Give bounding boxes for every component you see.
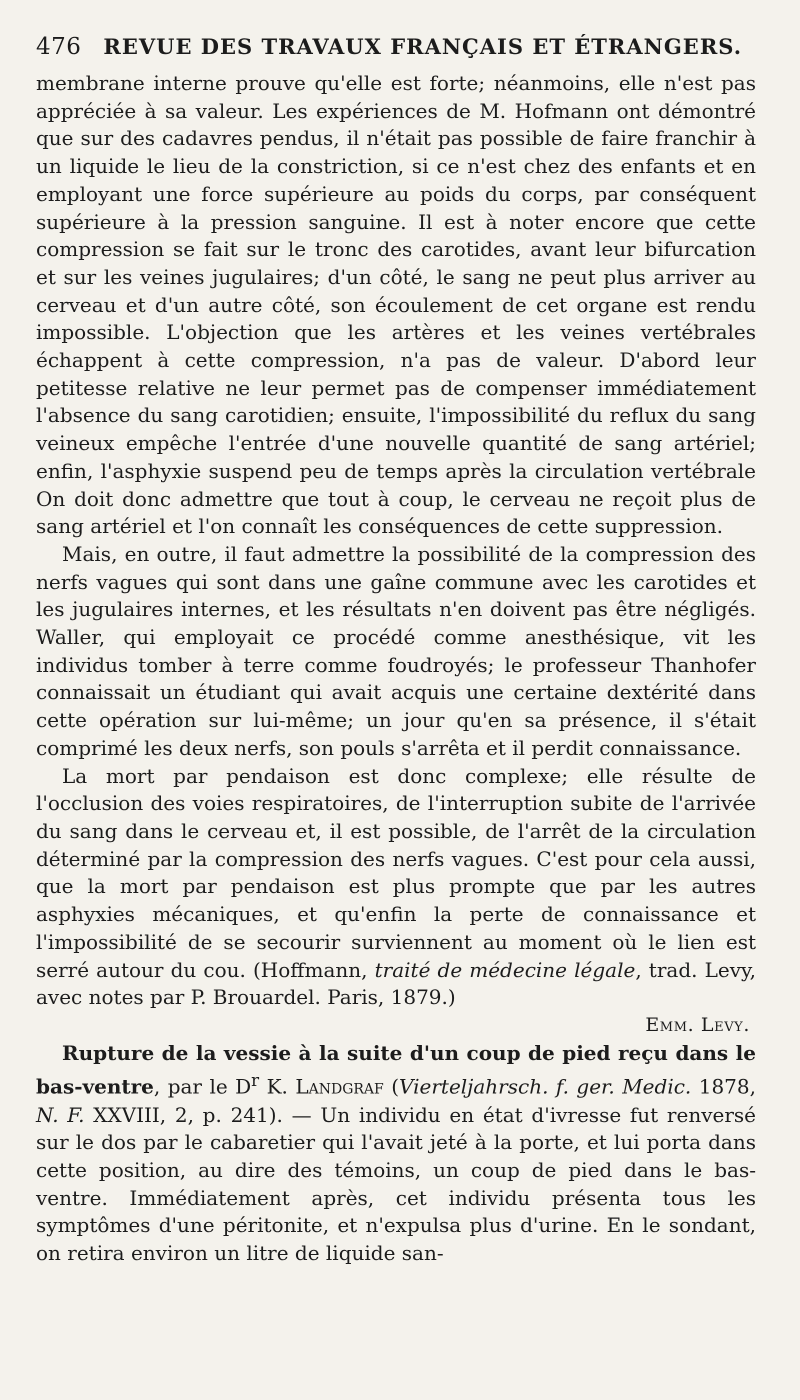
article-title: Rupture de la vessie à la suite d'un coup de pied reçu dans le bas-ventre — [36, 1040, 756, 1099]
cited-book-title: traité de médecine légale — [374, 957, 636, 982]
body-text — [36, 70, 756, 1268]
article-author: K. Landgraf — [266, 1074, 384, 1099]
running-header — [36, 34, 756, 60]
journal-reference: XXVIII, 2, p. 241). — — [84, 1102, 321, 1127]
byline-prefix: , par le D — [153, 1074, 252, 1099]
running-title: REVUE DES TRAVAUX FRANÇAIS ET ÉTRANGERS. — [103, 34, 742, 59]
article-bladder-rupture — [36, 1040, 756, 1268]
page-number: 476 — [36, 34, 82, 60]
byline-superscript: r — [251, 1071, 260, 1091]
journal-name: Vierteljahrsch. f. ger. Medic. — [399, 1074, 692, 1099]
article-body: Un individu en état d'ivresse fut renversé sur le dos par le cabaretier qui l'avait jeté à la porte, et lui porta dans cette position, au dire des témoins, un coup de pied dans le bas-ventre. Immédiatement après, cet individu présenta tous les symptômes d'une péritonite, et n'expulsa plus d'urine. En le sondant, on retira environ un litre de liquide san- — [36, 1102, 757, 1266]
paragraph-conclusion-text: La mort par pendaison est donc complexe; elle résulte de l'occlusion des voies respiratoires, de l'interruption subite de l'arrivée du sang dans le cerveau et, il est possible, de l'arrêt de la circulation déterminé par la compression des nerfs vagues. C'est pour cela aussi, que la mort par pendaison est plus prompte que par les autres asphyxies mécaniques, et qu'enfin la perte de connaissance et l'impossibilité de se secourir surviennent au moment où le lien est serré autour du cou. (Hoffmann, — [36, 763, 756, 982]
paren-open: ( — [383, 1074, 400, 1099]
paragraph-vagus-nerves: Mais, en outre, il faut admettre la possibilité de la compression des nerfs vagues qui sont dans une gaîne commune avec les carotides et les jugulaires internes, et les résultats n'en doivent pas être négligés. Waller, qui employait ce procédé comme anesthésique, vit les individus tomber à terre comme foudroyés; le professeur Thanhofer connaissait un étudiant qui avait acquis une certaine dextérité dans cette opération sur lui-même; un jour qu'en sa présence, il s'était comprimé les deux nerfs, son pouls s'arrêta et il perdit connaissance. — [36, 541, 756, 760]
paragraph-conclusion — [36, 763, 756, 1012]
author-signature: Emm. Levy. — [645, 1013, 750, 1036]
paragraph-continuation: membrane interne prouve qu'elle est forte; néanmoins, elle n'est pas appréciée à sa valeur. Les expériences de M. Hofmann ont démontré que sur des cadavres pendus, il n'était pas possible de faire franchir à un liquide le lieu de la constriction, si ce n'est chez des enfants et en employant une force supérieure au poids du corps, par conséquent supérieure à la pression sanguine. Il est à noter encore que cette compression se fait sur le tronc des carotides, avant leur bifurcation et sur les veines jugulaires; d'un côté, le sang ne peut plus arriver au cerveau et d'un autre côté, son écoulement de cet organe est rendu impossible. L'objection que les artères et les veines vertébrales échappent à cette compression, n'a pas de valeur. D'abord leur petitesse relative ne leur permet pas de compenser immédiatement l'absence du sang carotidien; ensuite, l'impossibilité du reflux du sang veineux empêche l'entrée d'une nouvelle quantité de sang artériel; enfin, l'asphyxie suspend peu de temps après la circulation vertébrale On doit donc admettre que tout à coup, le cerveau ne reçoit plus de sang artériel et l'on connaît les conséquences de cette suppression. — [36, 71, 756, 539]
journal-year: 1878, — [691, 1074, 756, 1099]
journal-series: N. F. — [36, 1102, 85, 1127]
citation-details: , trad. Levy, avec notes par P. Brouardel. Paris, 1879.) — [36, 957, 757, 1010]
